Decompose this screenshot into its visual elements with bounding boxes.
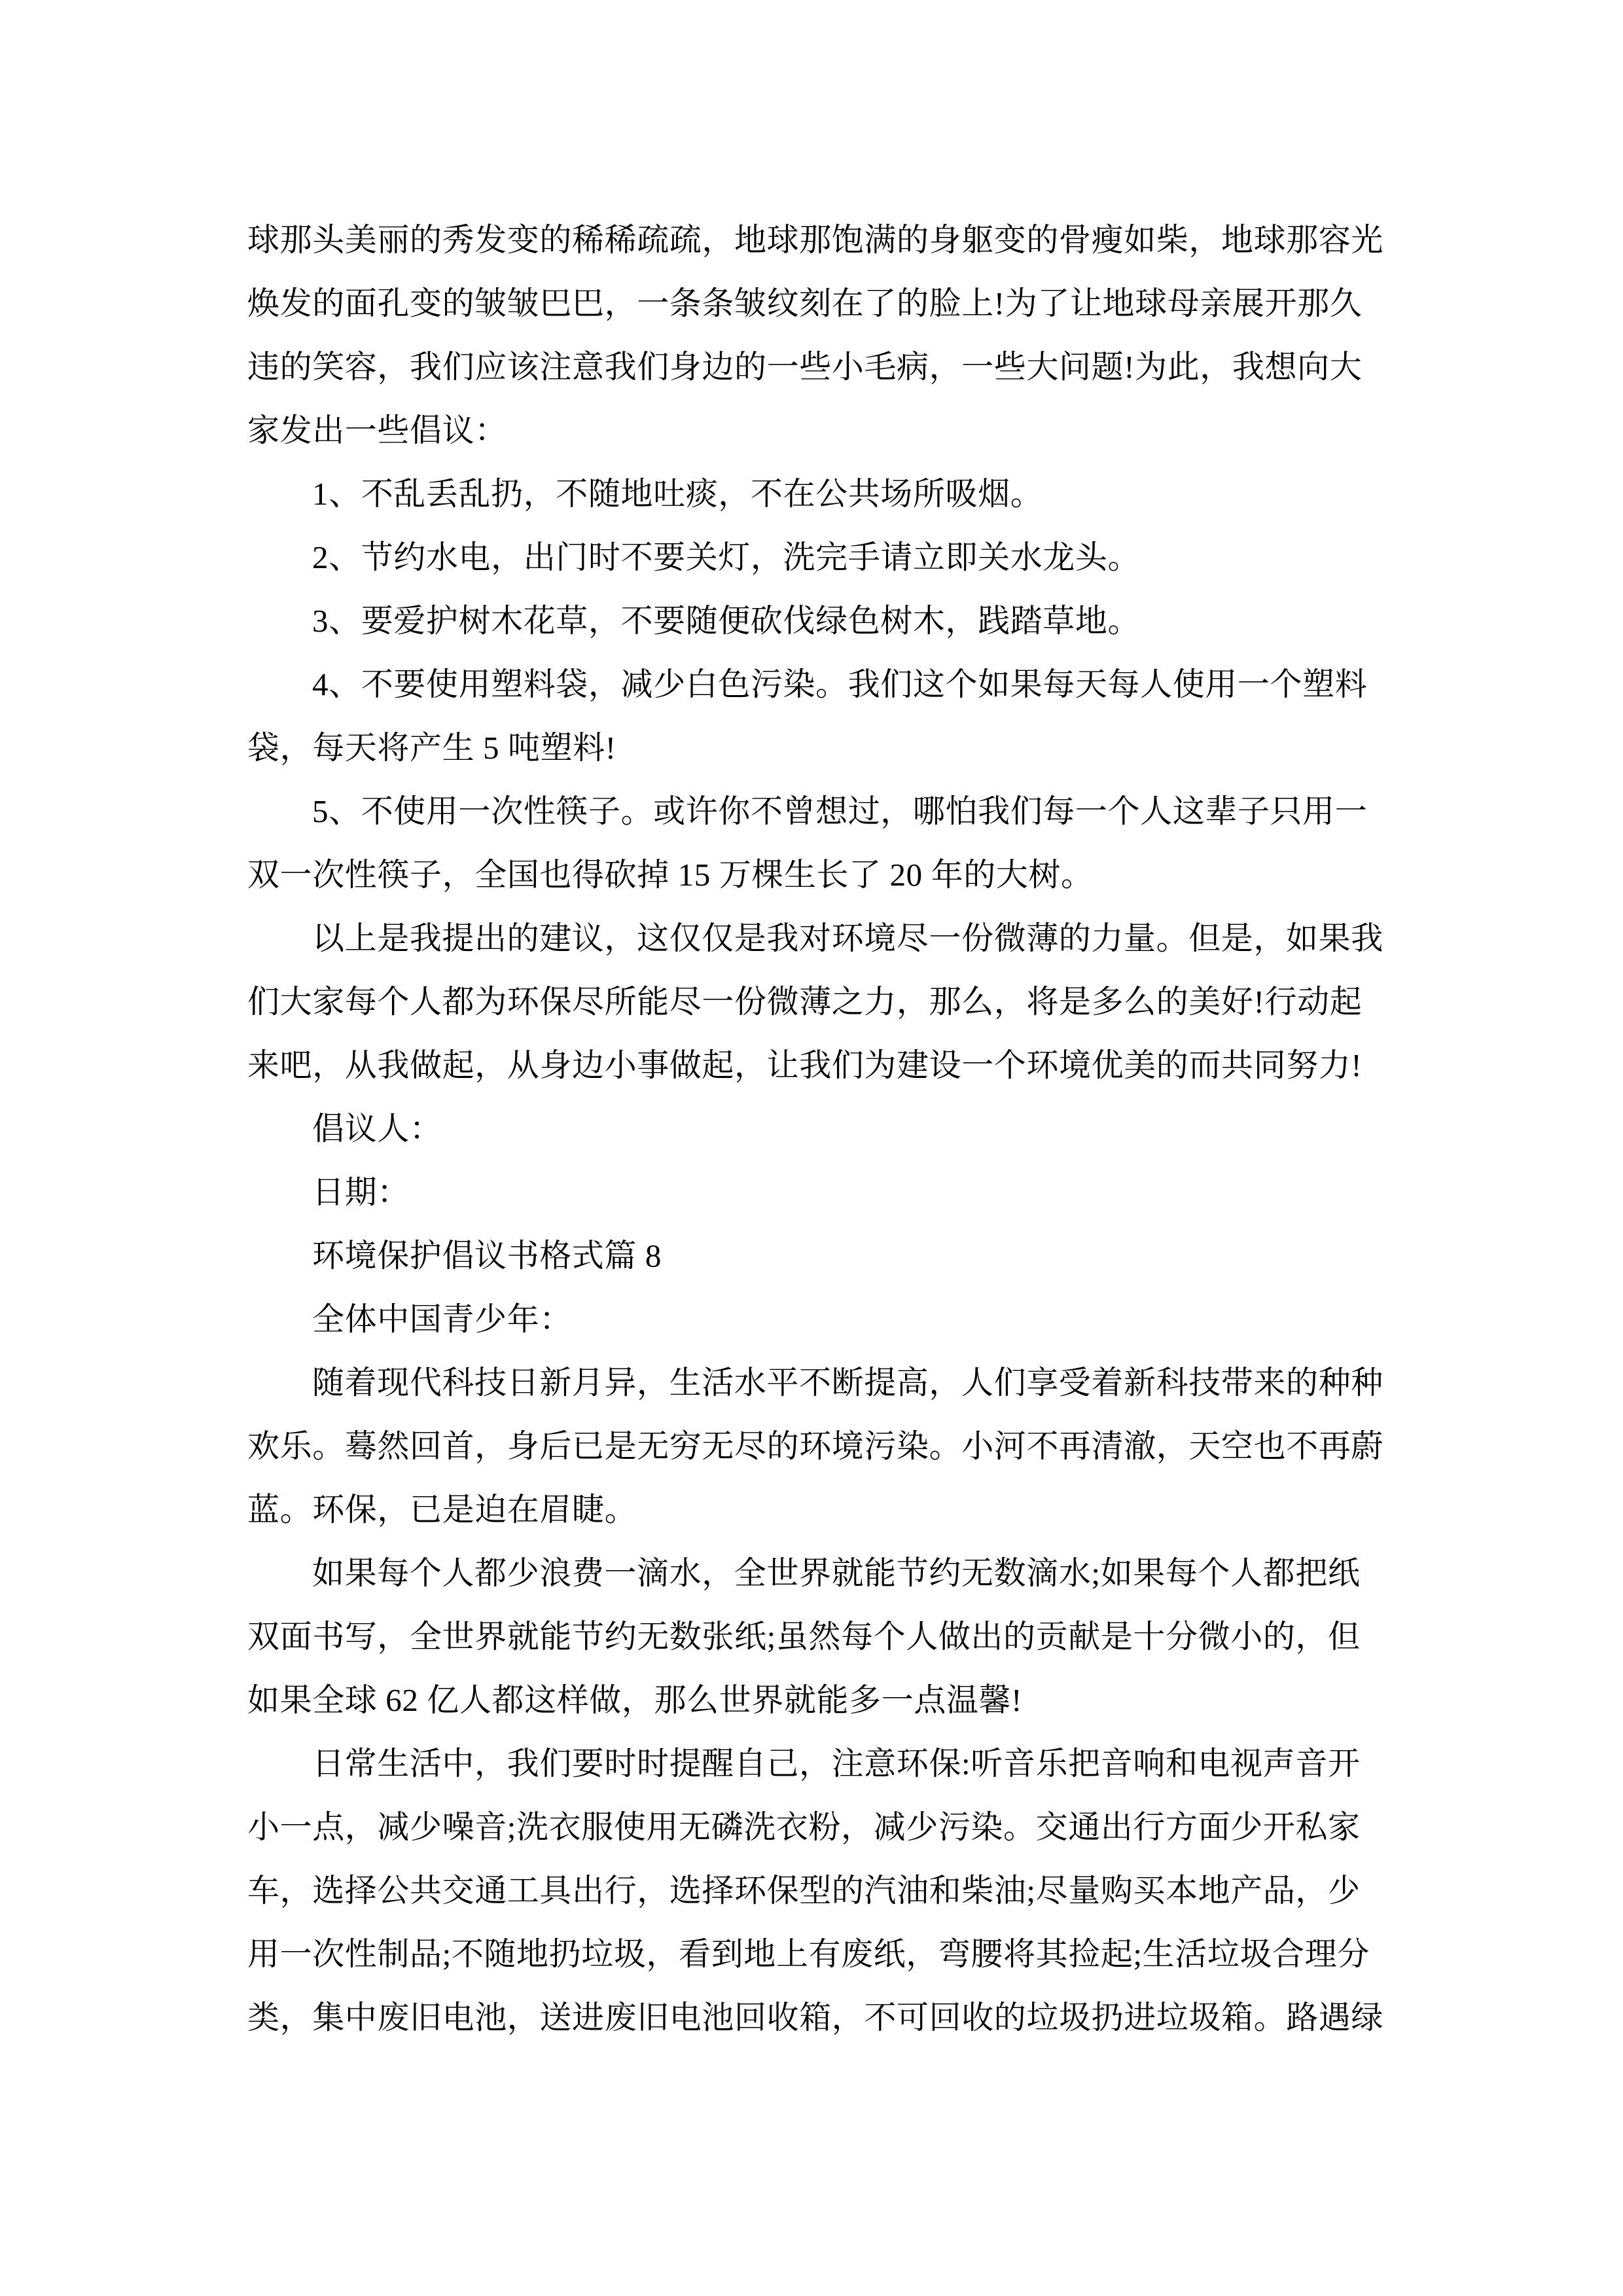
text-line: 蓝。环保，已是迫在眉睫。 [247,1492,637,1528]
text-line: 如果每个人都少浪费一滴水，全世界就能节约无数滴水;如果每个人都把纸 [312,1555,1361,1591]
text-line: 欢乐。蓦然回首，身后已是无穷无尽的环境污染。小河不再清澈，天空也不再蔚 [247,1428,1384,1464]
text-line: 袋，每天将产生 5 吨塑料! [247,730,616,766]
text-line: 车，选择公共交通工具出行，选择环保型的汽油和柴油;尽量购买本地产品，少 [247,1873,1361,1909]
text-line: 家发出一些倡议： [247,412,507,448]
text-line: 双一次性筷子，全国也得砍掉 15 万棵生长了 20 年的大树。 [247,857,1094,893]
text-line: 3、要爱护树木花草，不要随便砍伐绿色树木，践踏草地。 [312,603,1141,639]
text-line: 用一次性制品;不随地扔垃圾，看到地上有废纸，弯腰将其捡起;生活垃圾合理分 [247,1936,1370,1972]
text-line: 4、不要使用塑料袋，减少白色污染。我们这个如果每天每人使用一个塑料 [312,666,1368,702]
text-line: 球那头美丽的秀发变的稀稀疏疏，地球那饱满的身躯变的骨瘦如柴，地球那容光 [247,222,1384,258]
text-line: 2、节约水电，出门时不要关灯，洗完手请立即关水龙头。 [312,539,1141,575]
text-line: 来吧，从我做起，从身边小事做起，让我们为建设一个环境优美的而共同努力! [247,1047,1363,1083]
text-line: 日常生活中，我们要时时提醒自己，注意环保:听音乐把音响和电视声音开 [312,1746,1361,1782]
text-line: 5、不使用一次性筷子。或许你不曾想过，哪怕我们每一个人这辈子只用一 [312,793,1368,829]
text-line: 环境保护倡议书格式篇 8 [312,1238,662,1274]
text-line: 如果全球 62 亿人都这样做，那么世界就能多一点温馨! [247,1682,1023,1718]
text-line: 们大家每个人都为环保尽所能尽一份微薄之力，那么，将是多么的美好!行动起 [247,984,1363,1020]
text-line: 1、不乱丢乱扔，不随地吐痰，不在公共场所吸烟。 [312,476,1043,512]
text-line: 小一点，减少噪音;洗衣服使用无磷洗衣粉，减少污染。交通出行方面少开私家 [247,1809,1361,1845]
text-line: 类，集中废旧电池，送进废旧电池回收箱，不可回收的垃圾扔进垃圾箱。路遇绿 [247,2000,1384,2036]
text-line: 日期： [312,1174,410,1210]
text-line: 以上是我提出的建议，这仅仅是我对环境尽一份微薄的力量。但是，如果我 [312,920,1383,956]
document-text-block [247,208,1386,2049]
text-line: 倡议人： [312,1111,442,1147]
text-line: 违的笑容，我们应该注意我们身边的一些小毛病，一些大问题!为此，我想向大 [247,349,1363,385]
text-line: 双面书写，全世界就能节约无数张纸;虽然每个人做出的贡献是十分微小的，但 [247,1619,1361,1655]
text-line: 随着现代科技日新月异，生活水平不断提高，人们享受着新科技带来的种种 [312,1365,1383,1401]
text-line: 焕发的面孔变的皱皱巴巴，一条条皱纹刻在了的脸上!为了让地球母亲展开那久 [247,285,1363,321]
text-line: 全体中国青少年： [312,1301,572,1337]
